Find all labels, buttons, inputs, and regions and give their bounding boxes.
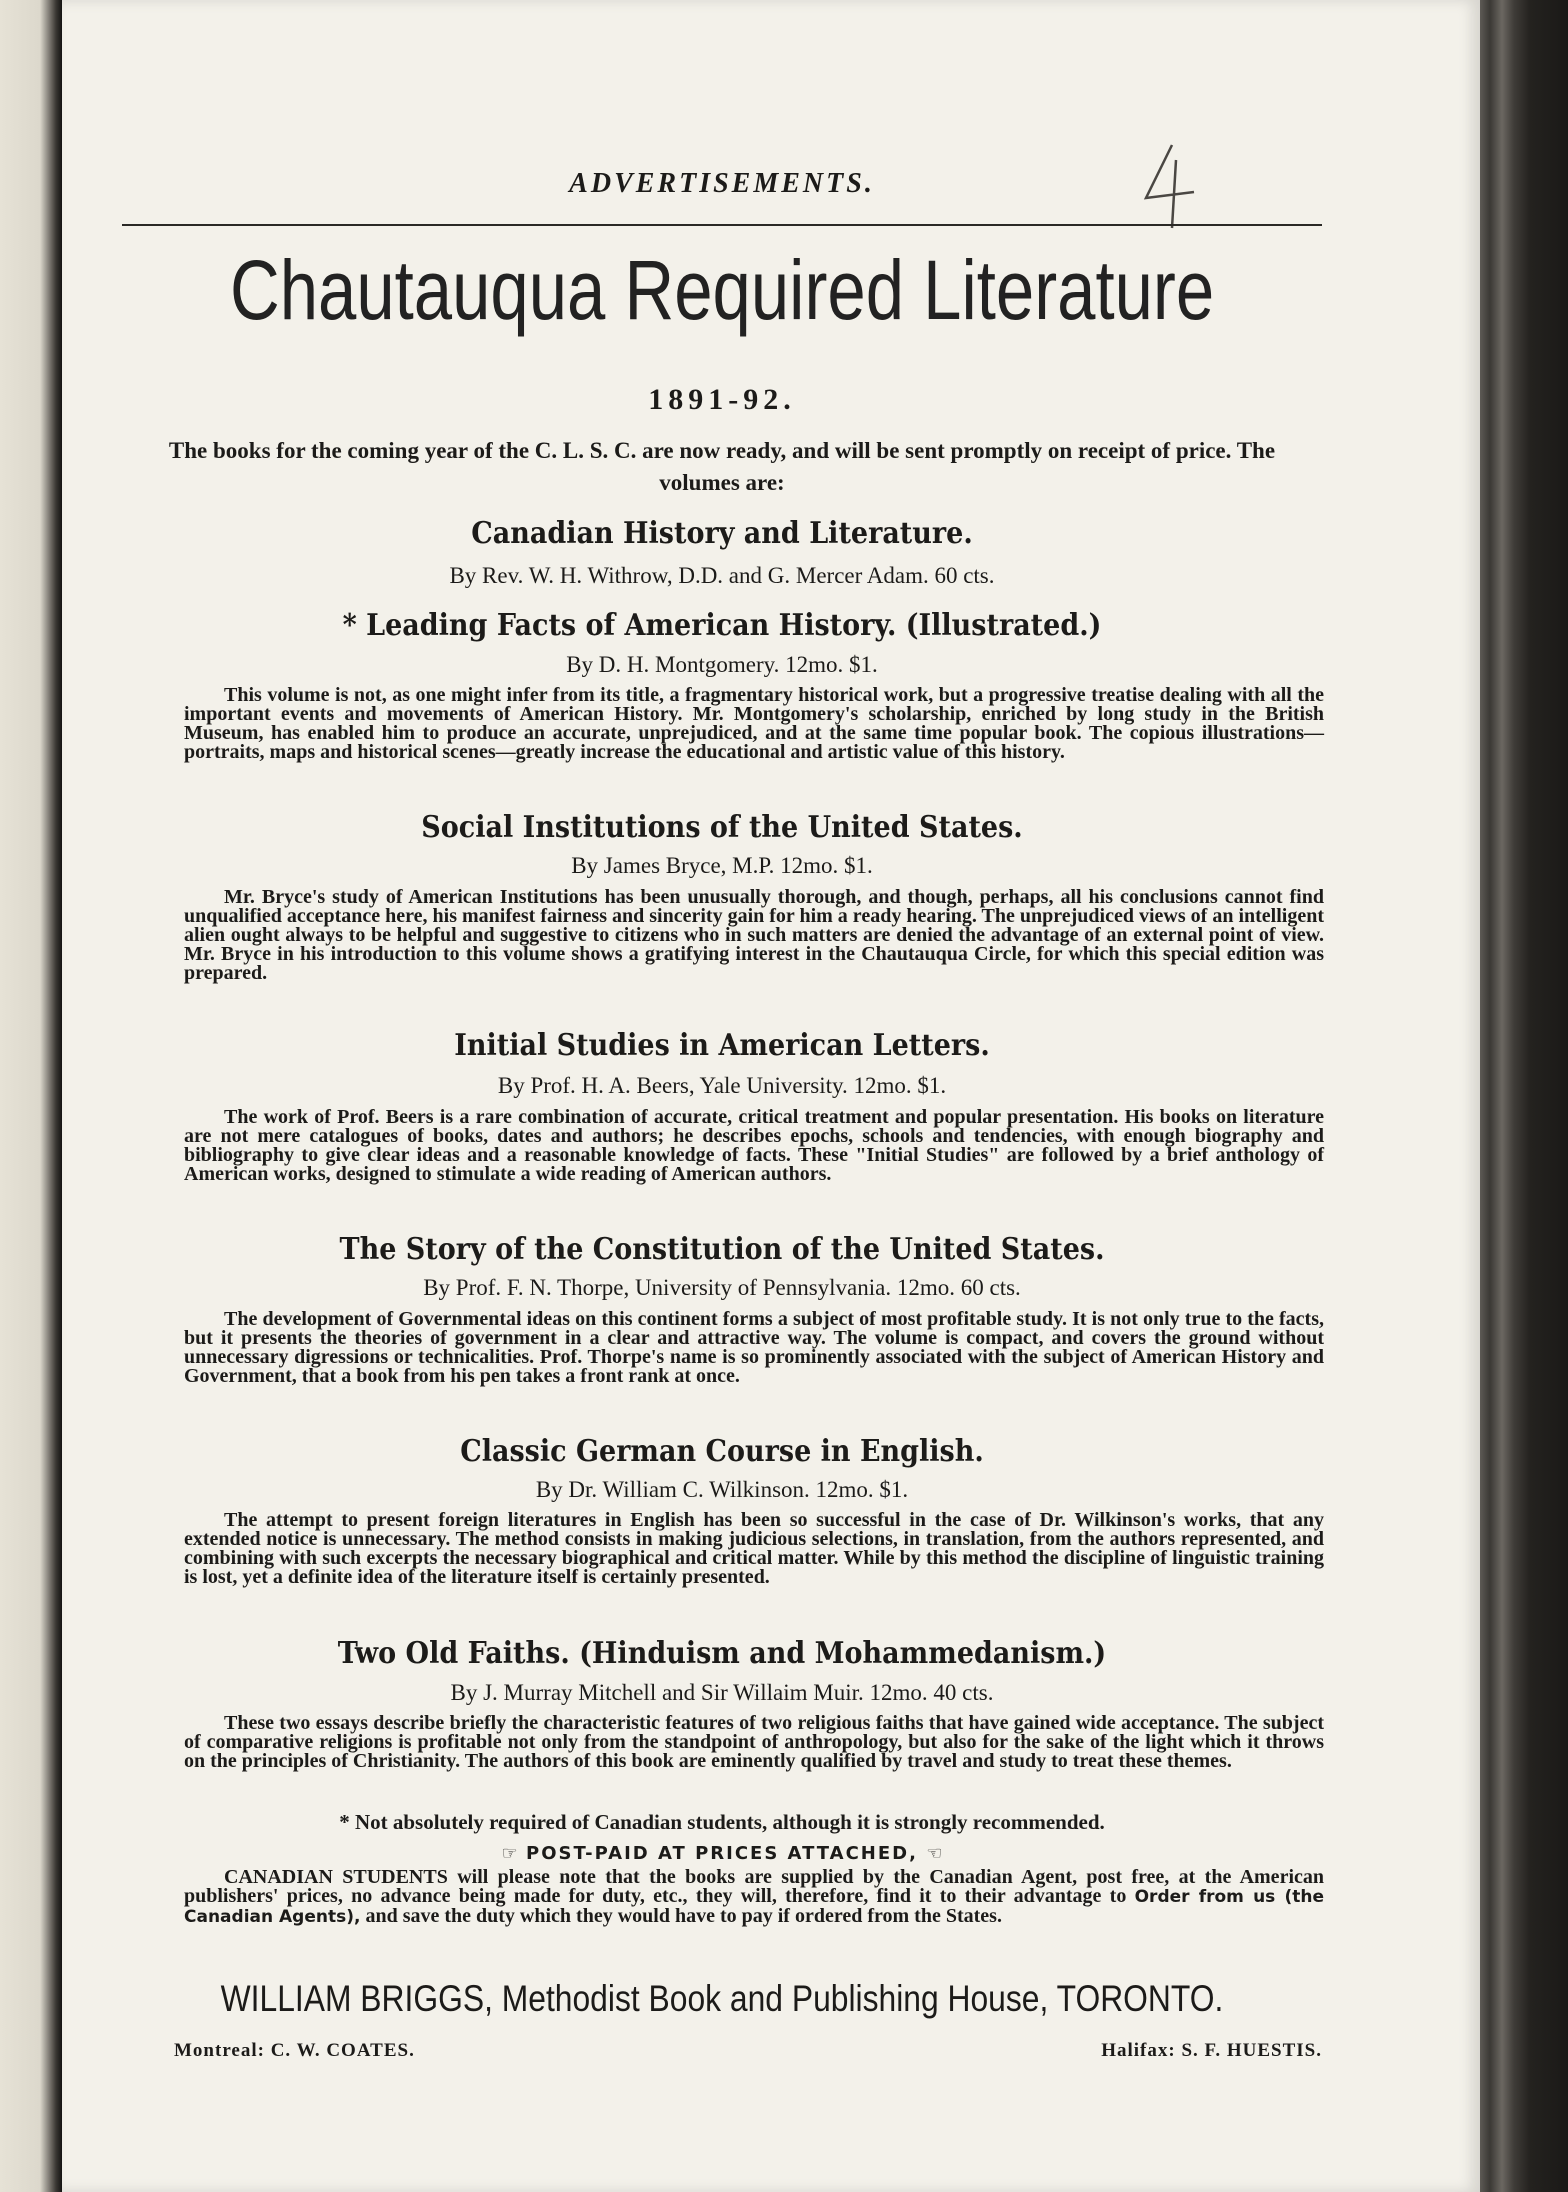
book-title: The Story of the Constitution of the United States. [339, 1232, 1105, 1267]
branch-halifax: Halifax: S. F. HUESTIS. [1101, 2040, 1322, 2061]
notice-tail: and save the duty which they would have to pay if ordered from the States. [365, 1905, 1002, 1927]
footnote: * Not absolutely required of Canadian students, although it is strongly recommended. [339, 1810, 1105, 1834]
book-description: These two essays describe briefly the characteristic features of two religious faiths that have gained wide acceptance. The subject of comparative religions is profitable not only from the standpoint of anthropology, but also for the sake of the light which it throws on the principles of Christianity. The authors of this book are eminently qualified by travel and study to treat these themes. [184, 1712, 1324, 1772]
section-header: ADVERTISEMENTS. [569, 168, 875, 199]
book-title: Two Old Faiths. (Hinduism and Mohammedanism.) [337, 1636, 1107, 1671]
book-description: The attempt to present foreign literatures in English has been so successful in the case of Dr. Wilkinson's works, that any extended notice is unnecessary. The method consists in making judicious selections, in translation, from the authors represented, and combining with such excerpts the necessary biographical and critical matter. While by this method the discipline of linguistic training is lost, yet a definite idea of the literature itself is certainly presented. [184, 1509, 1324, 1588]
book-description: The development of Governmental ideas on this continent forms a subject of most profitable study. It is not only true to the facts, but it presents the theories of government in a clear and attractive way. The volume is compact, and covers the ground without unnecessary digressions or technicalities. Prof. Thorpe's name is so prominently associated with the subject of American History and Government, that a book from his pen takes a front rank at once. [184, 1308, 1324, 1387]
notice-emphasis: Order from us (the Canadian Agents), [184, 1887, 1324, 1927]
book-description: The work of Prof. Beers is a rare combination of accurate, critical treatment and popular presentation. His books on literature are not mere catalogues of books, dates and authors; he describes epochs, schools and tendencies, with enough biography and bibliography to give clear ideas and a reasonable knowledge of facts. These "Initial Studies" are followed by a brief anthology of American works, designed to stimulate a wide reading of American authors. [184, 1106, 1324, 1185]
book-byline: By Prof. F. N. Thorpe, University of Pennsylvania. 12mo. 60 cts. [423, 1275, 1021, 1300]
book-description: Mr. Bryce's study of American Institutions has been unusually thorough, and though, perhaps, all his conclusions cannot find unqualified acceptance here, his manifest fairness and sincerity gain for him a ready hearing. The unprejudiced views of an intelligent alien ought always to be helpful and suggestive to citizens who in such matters are denied the advantage of an external point of view. Mr. Bryce in his introduction to this volume shows a gratifying interest in the Chautauqua Circle, for which this special edition was prepared. [184, 886, 1324, 984]
page-title: Chautauqua Required Literature [230, 243, 1215, 337]
canadian-notice [184, 1868, 1324, 1927]
publisher-line: WILLIAM BRIGGS, Methodist Book and Publishing House, TORONTO. [220, 1978, 1224, 2019]
book-byline: By James Bryce, M.P. 12mo. $1. [571, 853, 873, 878]
book-byline: By J. Murray Mitchell and Sir Willaim Muir. 12mo. 40 cts. [450, 1680, 994, 1705]
postpaid-text: POST-PAID AT PRICES ATTACHED, [526, 1843, 918, 1864]
book-title: Initial Studies in American Letters. [454, 1028, 990, 1063]
header-rule [122, 224, 1322, 226]
book-description: This volume is not, as one might infer from its title, a fragmentary historical work, but a progressive treatise dealing with all the important events and movements of American History. Mr. Montgomery's scholarship, enriched by long study in the British Museum, has enabled him to produce an accurate, unprejudiced, and at the same time popular book. The copious illustrations—portraits, maps and historical scenes—greatly increase the educational and artistic value of this history. [184, 684, 1324, 763]
notice-lead: CANADIAN STUDENTS will please note that the books are supplied by the Canadian Agent, post free, at the American publishers' prices, no advance being made for duty, etc., they will, therefore, find it to their advantage to [184, 1866, 1324, 1907]
book-byline: By Prof. H. A. Beers, Yale University. 12mo. $1. [497, 1073, 947, 1098]
advertisement-content [122, 0, 1322, 2192]
book-title: Canadian History and Literature. [471, 516, 973, 551]
year-range: 1891-92. [648, 383, 796, 416]
book-title: Classic German Course in English. [460, 1434, 984, 1469]
book-title: * Leading Facts of American History. (Illustrated.) [342, 608, 1102, 643]
book-gutter-left [0, 0, 62, 2192]
pointing-hand-icon: ☜ [926, 1843, 943, 1864]
pointing-hand-icon: ☞ [501, 1843, 518, 1864]
branch-montreal: Montreal: C. W. COATES. [174, 2040, 415, 2061]
postpaid-banner [122, 1843, 1322, 1864]
book-edge-right [1480, 0, 1568, 2192]
book-title: Social Institutions of the United States. [421, 810, 1023, 845]
intro-text: The books for the coming year of the C. L. S. C. are now ready, and will be sent promptly on receipt of price. The volumes are: [168, 438, 1276, 495]
book-byline: By D. H. Montgomery. 12mo. $1. [566, 652, 878, 677]
handwritten-page-number [1132, 140, 1212, 230]
book-byline: By Rev. W. H. Withrow, D.D. and G. Mercer Adam. 60 cts. [449, 563, 995, 588]
book-byline: By Dr. William C. Wilkinson. 12mo. $1. [535, 1477, 909, 1502]
